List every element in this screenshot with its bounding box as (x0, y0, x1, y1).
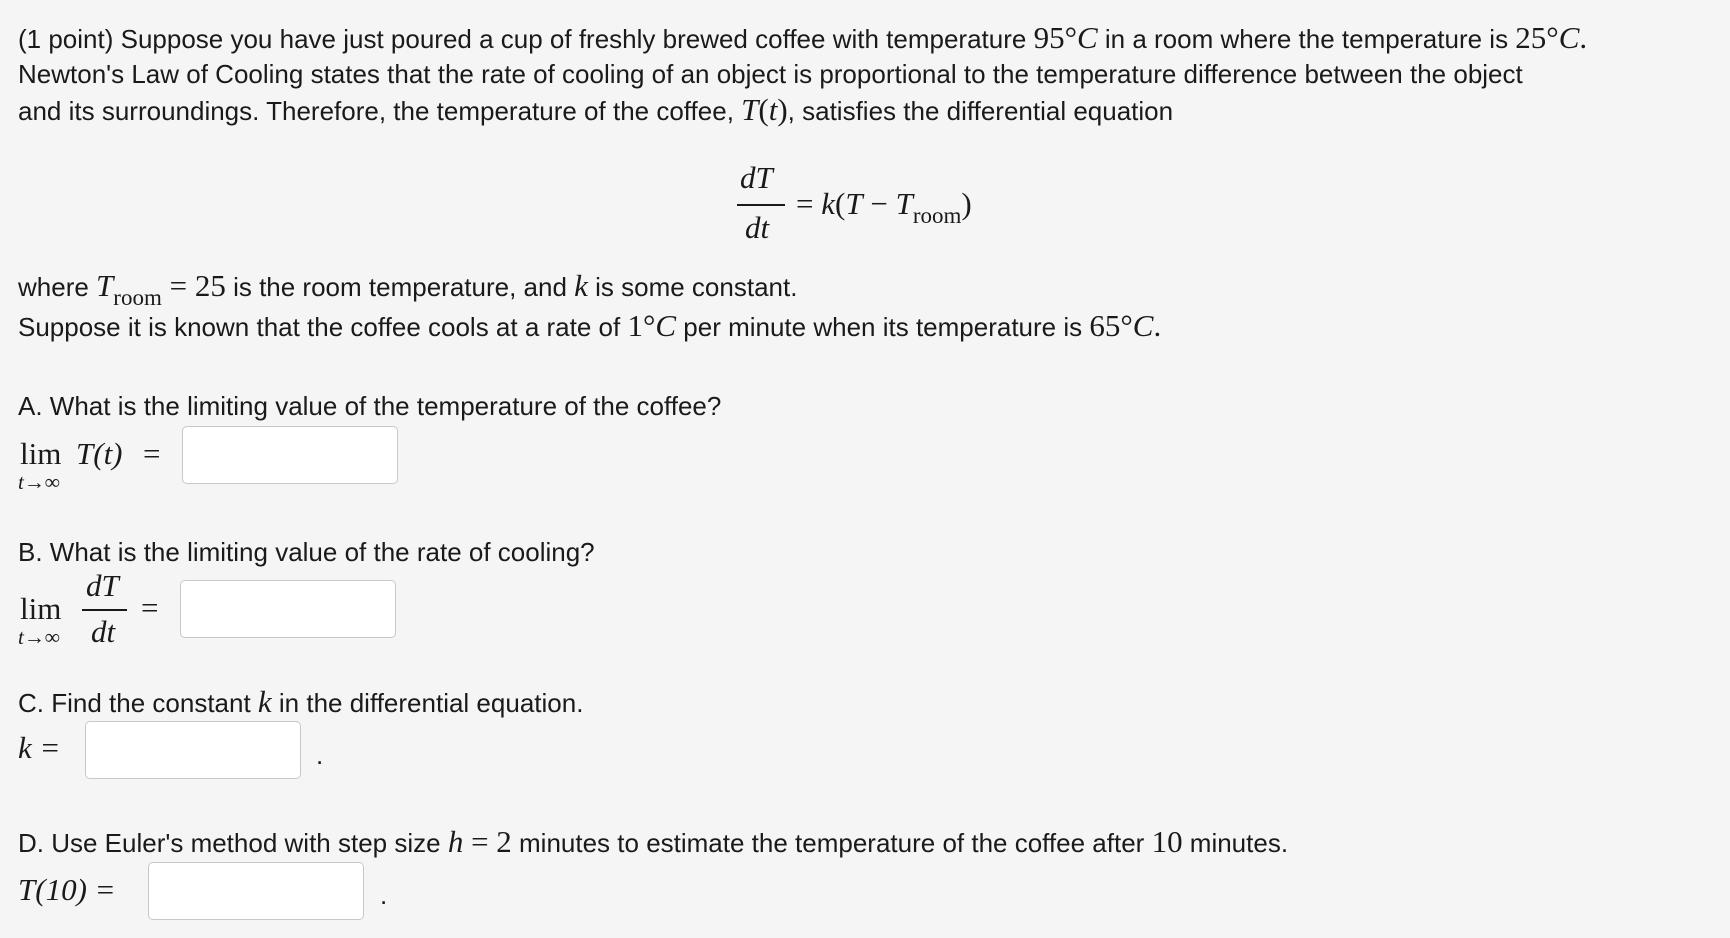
intro-line-2 (18, 54, 1523, 94)
part-a-lim-subscript (18, 470, 60, 495)
part-d-text: minutes to estimate the temperature of the coffee after (511, 828, 1152, 858)
part-a-answer-input[interactable] (182, 426, 398, 484)
part-b-lim-subscript (18, 625, 60, 650)
part-b-fraction-bar (82, 609, 127, 611)
period: . (1153, 308, 1162, 343)
where-k: k (574, 268, 588, 303)
part-d-minutes: 10 (1151, 824, 1183, 859)
eq-denominator: dt (745, 210, 770, 245)
intro-text: and its surroundings. Therefore, the temperature of the coffee, (18, 96, 742, 126)
rate-value: 1 (627, 308, 643, 343)
part-b-answer-input[interactable] (180, 580, 396, 638)
part-a-expr: T(t) (76, 436, 123, 471)
paren: ( (758, 92, 769, 127)
eq-minus: − (862, 186, 896, 221)
eq-T: T (845, 186, 863, 221)
eq-paren-close: ) (961, 186, 972, 221)
degree-symbol: ° (1120, 308, 1133, 343)
intro-text: in a room where the temperature is (1097, 24, 1516, 54)
where-T: T (96, 268, 114, 303)
part-d-text: minutes. (1182, 828, 1289, 858)
initial-temp: 95 (1033, 20, 1065, 55)
degree-symbol: ° (642, 308, 656, 343)
part-a-question: A. What is the limiting value of the temperature of the coffee? (18, 391, 722, 421)
degree-symbol: ° (1064, 20, 1077, 55)
eq-rhs (796, 186, 972, 228)
part-b-equals: = (141, 590, 159, 625)
intro-line-3 (18, 90, 1173, 131)
part-d-h: h (447, 824, 464, 859)
intro-text: Newton's Law of Cooling states that the rate of cooling of an object is proportional to the temperature difference between the object (18, 59, 1523, 89)
part-b-lim: lim (20, 591, 62, 626)
T-of-t: T (741, 92, 759, 127)
part-c-question (18, 682, 583, 723)
degree-symbol: ° (1546, 20, 1559, 55)
paren: ) (777, 92, 788, 127)
part-d-step-value: = 2 (463, 824, 512, 859)
celsius-symbol: C (1132, 308, 1154, 343)
part-b-denominator: dt (91, 614, 116, 649)
suppose-text: Suppose it is known that the coffee cools at a rate of (18, 312, 628, 342)
part-c-answer-input[interactable] (85, 721, 301, 779)
suppose-text: per minute when its temperature is (676, 312, 1090, 342)
period: . (1579, 20, 1588, 55)
part-c-lhs: k = (18, 730, 61, 765)
where-text: is some constant. (587, 272, 798, 302)
eq-equals: = (796, 186, 822, 221)
part-b-numerator: dT (86, 568, 119, 603)
suppose-line (18, 306, 1161, 347)
part-c-text: in the differential equation. (271, 688, 584, 718)
where-text: where (18, 272, 97, 302)
where-room-subscript: room (113, 285, 162, 310)
part-a-lim: lim (20, 436, 62, 471)
part-b-question: B. What is the limiting value of the rate of cooling? (18, 537, 595, 567)
intro-text: (1 point) Suppose you have just poured a cup of freshly brewed coffee with temperature (18, 24, 1034, 54)
celsius-symbol: C (1076, 20, 1098, 55)
part-d-lhs: T(10) = (18, 872, 116, 907)
part-d-answer-input[interactable] (148, 862, 364, 920)
t-var: t (768, 92, 778, 127)
where-value: = 25 (161, 268, 226, 303)
fraction-bar (737, 204, 785, 206)
part-d-question (18, 822, 1288, 863)
celsius-symbol: C (1558, 20, 1580, 55)
part-d-text: D. Use Euler's method with step size (18, 828, 448, 858)
room-temp: 25 (1515, 20, 1547, 55)
eq-room-subscript: room (912, 203, 962, 228)
eq-T-room: T (895, 186, 913, 221)
eq-paren-open: ( (835, 186, 846, 221)
part-c-text: C. Find the constant (18, 688, 258, 718)
eq-numerator: dT (740, 160, 773, 195)
lim-sub-text: t→∞ (18, 625, 60, 649)
where-line (18, 266, 797, 309)
part-d-trailing-period: . (380, 880, 388, 910)
eq-k: k (821, 186, 835, 221)
known-temp: 65 (1089, 308, 1121, 343)
part-c-trailing-period: . (316, 740, 324, 770)
where-text: is the room temperature, and (225, 272, 575, 302)
part-c-k: k (257, 684, 272, 719)
intro-line-1 (18, 18, 1587, 59)
lim-sub-text: t→∞ (18, 470, 60, 494)
part-a-equals: = (143, 436, 161, 471)
intro-text: , satisfies the differential equation (787, 96, 1174, 126)
celsius-symbol: C (655, 308, 677, 343)
